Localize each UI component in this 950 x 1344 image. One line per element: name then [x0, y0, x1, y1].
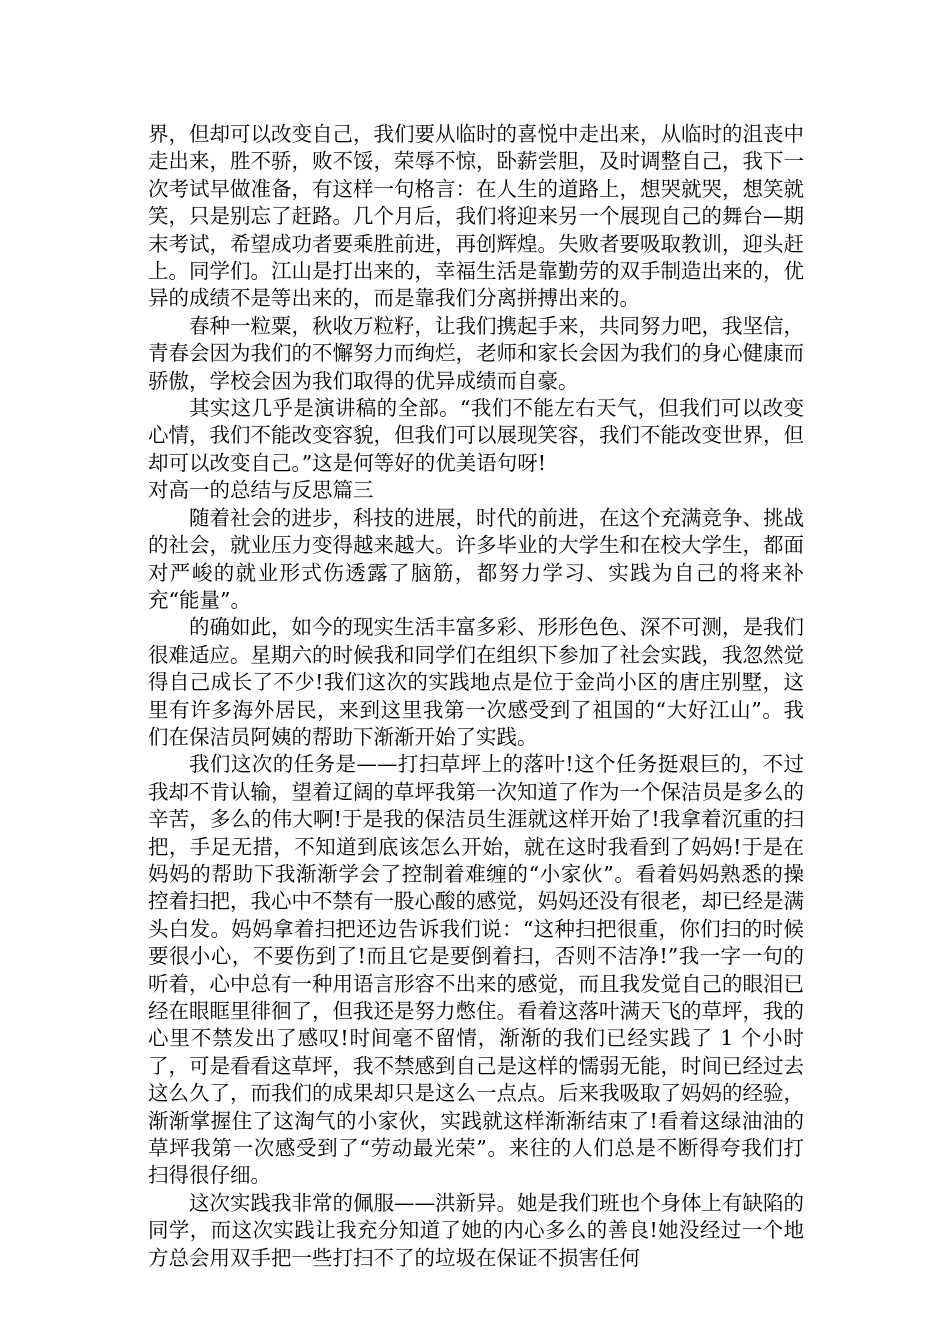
paragraph-continuation: 界，但却可以改变自己，我们要从临时的喜悦中走出来，从临时的沮丧中走出来，胜不骄，败不馁，荣辱不惊，卧薪尝胆，及时调整自己，我下一次考试早做准备，有这样一句格言：在人生的道路上，想哭就哭，想笑就笑，只是别忘了赶路。几个月后，我们将迎来另一个展现自己的舞台—期末考试，希望成功者要乘胜前进，再创辉煌。失败者要吸取教训，迎头赶上。同学们。江山是打出来的，幸福生活是靠勤劳的双手制造出来的，优异的成绩不是等出来的，而是靠我们分离拼搏出来的。 [148, 122, 804, 311]
paragraph: 春种一粒粟，秋收万粒籽，让我们携起手来，共同努力吧，我坚信，青春会因为我们的不懈努力而绚烂，老师和家长会因为我们的身心健康而骄傲，学校会因为我们取得的优异成绩而自豪。 [148, 313, 804, 393]
paragraph: 这次实践我非常的佩服——洪新异。她是我们班也个身体上有缺陷的同学，而这次实践让我充分知道了她的内心多么的善良!她没经过一个地方总会用双手把一些打扫不了的垃圾在保证不损害任何 [148, 1190, 804, 1270]
paragraph: 其实这几乎是演讲稿的全部。“我们不能左右天气，但我们可以改变心情，我们不能改变容貌，但我们可以展现笑容，我们不能改变世界，但却可以改变自己。”这是何等好的优美语句呀! [148, 396, 804, 475]
paragraph: 随着社会的进步，科技的进展，时代的前进，在这个充满竞争、挑战的社会，就业压力变得越来越大。许多毕业的大学生和在校大学生，都面对严峻的就业形式伤透露了脑筋，都努力学习、实践为自己的将来补充“能量”。 [148, 505, 804, 612]
paragraph: 的确如此，如今的现实生活丰富多彩、形形色色、深不可测，是我们很难适应。星期六的时候我和同学们在组织下参加了社会实践，我忽然觉得自己成长了不少!我们这次的实践地点是位于金尚小区的唐庄别墅，这里有许多海外居民，来到这里我第一次感受到了祖国的“大好江山”。我们在保洁员阿姨的帮助下渐渐开始了实践。 [148, 615, 804, 749]
section-heading: 对高一的总结与反思篇三 [148, 478, 374, 503]
paragraph: 我们这次的任务是——打扫草坪上的落叶!这个任务挺艰巨的，不过我却不肯认输，望着辽阔的草坪我第一次知道了作为一个保洁员是多么的辛苦，多么的伟大啊!于是我的保洁员生涯就这样开始了!我拿着沉重的扫把，手足无措，不知道到底该怎么开始，就在这时我看到了妈妈!于是在妈妈的帮助下我渐渐学会了控制着难缠的“小家伙”。看着妈妈熟悉的操控着扫把，我心中不禁有一股心酸的感觉，妈妈还没有很老，却已经是满头白发。妈妈拿着扫把还边告诉我们说：“这种扫把很重，你们扫的时候要很小心，不要伤到了!而且它是要倒着扫，否则不洁净!”我一字一句的听着，心中总有一种用语言形容不出来的感觉，而且我发觉自己的眼泪已经在眼眶里徘徊了，但我还是努力憋住。看着这落叶满天飞的草坪，我的心里不禁发出了感叹!时间毫不留情，渐渐的我们已经实践了 1 个小时了，可是看看这草坪，我不禁感到自己是这样的懦弱无能，时间已经过去这么久了，而我们的成果却只是这么一点点。后来我吸取了妈妈的经验，渐渐掌握住了这淘气的小家伙，实践就这样渐渐结束了!看着这绿油油的草坪我第一次感受到了“劳动最光荣”。来往的人们总是不断得夸我们打扫得很仔细。 [148, 752, 804, 1188]
document-body [148, 121, 804, 1272]
